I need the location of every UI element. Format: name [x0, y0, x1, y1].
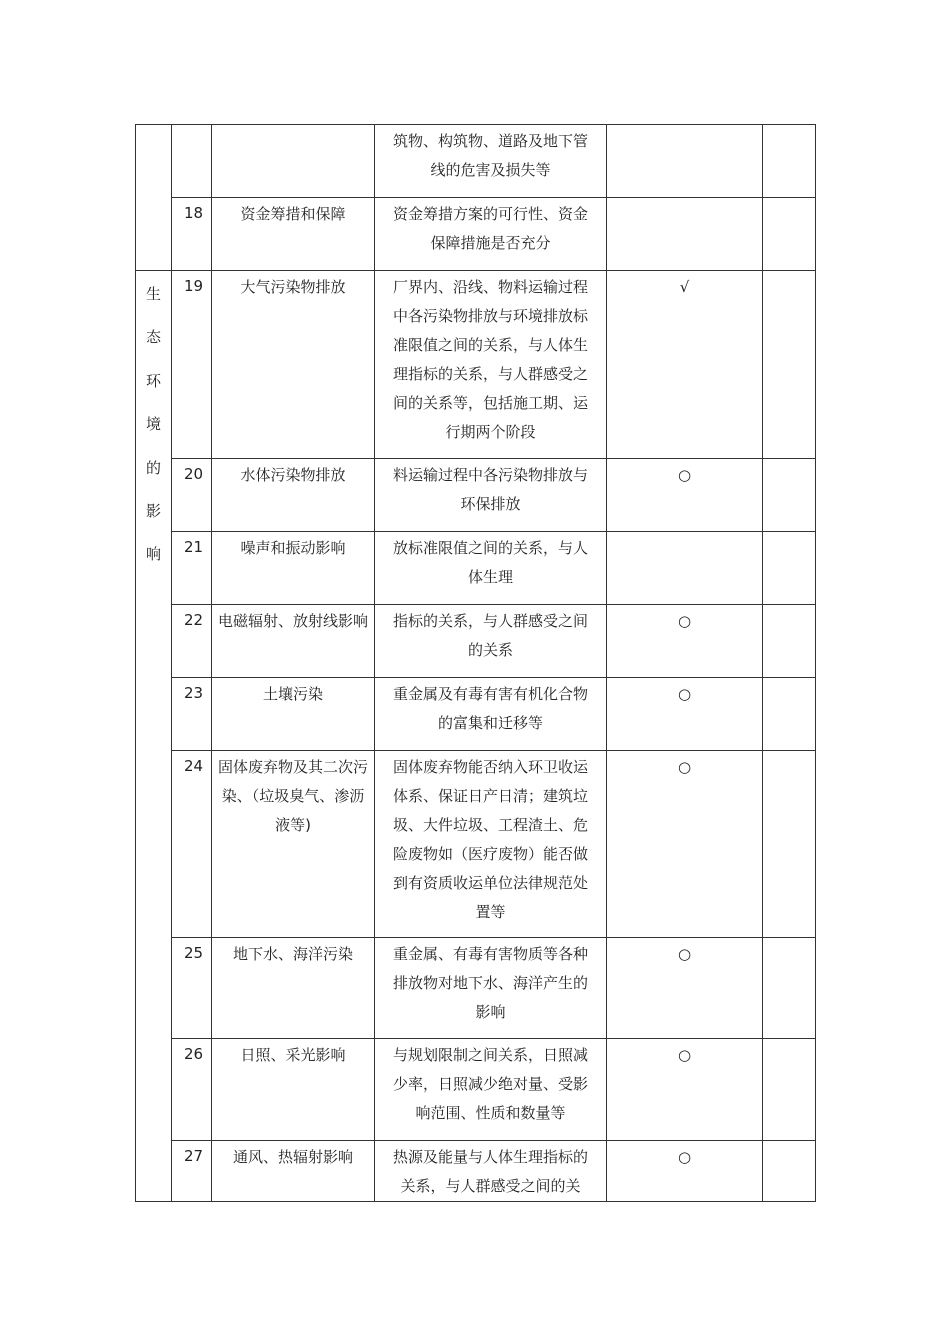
remarks-cell: [763, 751, 816, 938]
row-number: 24: [172, 751, 212, 938]
remarks-cell: [763, 1141, 816, 1202]
remarks-cell: [763, 198, 816, 271]
remarks-cell: [763, 938, 816, 1039]
table-row: [136, 751, 816, 938]
remarks-cell: [763, 1039, 816, 1141]
category-cell-previous: [136, 125, 172, 271]
remarks-cell: [763, 678, 816, 751]
assessment-item: 通风、热辐射影响: [212, 1141, 375, 1202]
remarks-cell: [763, 532, 816, 605]
assessment-item: 噪声和振动影响: [212, 532, 375, 605]
category-label-char: 响: [145, 545, 161, 564]
assessment-description: 与规划限制之间关系，日照减少率，日照减少绝对量、受影响范围、性质和数量等: [375, 1039, 607, 1141]
assessment-description: 料运输过程中各污染物排放与环保排放: [375, 459, 607, 532]
table-row: [136, 532, 816, 605]
table-row: [136, 678, 816, 751]
remarks-cell: [763, 459, 816, 532]
category-label-char: 的: [145, 458, 161, 477]
applicability-mark: ○: [607, 1141, 763, 1202]
assessment-item: 大气污染物排放: [212, 271, 375, 459]
assessment-description: 固体废弃物能否纳入环卫收运体系、保证日产日清；建筑垃圾、大件垃圾、工程渣土、危险废物如（医疗废物）能否做到有资质收运单位法律规范处置等: [375, 751, 607, 938]
table-row: [136, 1141, 816, 1202]
table-body: [136, 125, 816, 1202]
table-row: [136, 271, 816, 459]
row-number: 19: [172, 271, 212, 459]
assessment-item: 日照、采光影响: [212, 1039, 375, 1141]
row-number: 21: [172, 532, 212, 605]
row-number: [172, 125, 212, 198]
table-row: [136, 459, 816, 532]
assessment-description: 重金属、有毒有害物质等各种排放物对地下水、海洋产生的影响: [375, 938, 607, 1039]
assessment-table: [135, 124, 816, 1202]
assessment-description: 资金筹措方案的可行性、资金保障措施是否充分: [375, 198, 607, 271]
assessment-description: 指标的关系，与人群感受之间的关系: [375, 605, 607, 678]
assessment-description: 厂界内、沿线、物料运输过程中各污染物排放与环境排放标准限值之间的关系，与人体生理指标的关系，与人群感受之间的关系等，包括施工期、运行期两个阶段: [375, 271, 607, 459]
assessment-item: 固体废弃物及其二次污染、（垃圾臭气、渗沥液等): [212, 751, 375, 938]
category-cell: [136, 271, 172, 1202]
applicability-mark: [607, 532, 763, 605]
assessment-item: 土壤污染: [212, 678, 375, 751]
row-number: 20: [172, 459, 212, 532]
remarks-cell: [763, 125, 816, 198]
assessment-item: 电磁辐射、放射线影响: [212, 605, 375, 678]
row-number: 26: [172, 1039, 212, 1141]
table-row: [136, 938, 816, 1039]
applicability-mark: ○: [607, 605, 763, 678]
table-row: [136, 1039, 816, 1141]
row-number: 27: [172, 1141, 212, 1202]
row-number: 22: [172, 605, 212, 678]
row-number: 23: [172, 678, 212, 751]
applicability-mark: √: [607, 271, 763, 459]
remarks-cell: [763, 271, 816, 459]
applicability-mark: ○: [607, 459, 763, 532]
applicability-mark: [607, 125, 763, 198]
row-number: 25: [172, 938, 212, 1039]
assessment-item: 地下水、海洋污染: [212, 938, 375, 1039]
category-label-char: 影: [145, 502, 161, 521]
assessment-item: 水体污染物排放: [212, 459, 375, 532]
assessment-item: 资金筹措和保障: [212, 198, 375, 271]
remarks-cell: [763, 605, 816, 678]
category-label-char: 态: [145, 328, 161, 347]
category-label: [136, 271, 171, 577]
assessment-item: [212, 125, 375, 198]
table-row: [136, 125, 816, 198]
category-label-char: 环: [145, 371, 161, 390]
assessment-description: 筑物、构筑物、道路及地下管线的危害及损失等: [375, 125, 607, 198]
category-label-char: 生: [145, 285, 161, 303]
applicability-mark: ○: [607, 938, 763, 1039]
applicability-mark: ○: [607, 1039, 763, 1141]
table-row: [136, 198, 816, 271]
applicability-mark: [607, 198, 763, 271]
applicability-mark: ○: [607, 751, 763, 938]
assessment-description: 放标准限值之间的关系，与人体生理: [375, 532, 607, 605]
row-number: 18: [172, 198, 212, 271]
applicability-mark: ○: [607, 678, 763, 751]
assessment-description: 重金属及有毒有害有机化合物的富集和迁移等: [375, 678, 607, 751]
assessment-description: 热源及能量与人体生理指标的关系，与人群感受之间的关: [375, 1141, 607, 1202]
table-row: [136, 605, 816, 678]
category-label-char: 境: [145, 415, 161, 434]
